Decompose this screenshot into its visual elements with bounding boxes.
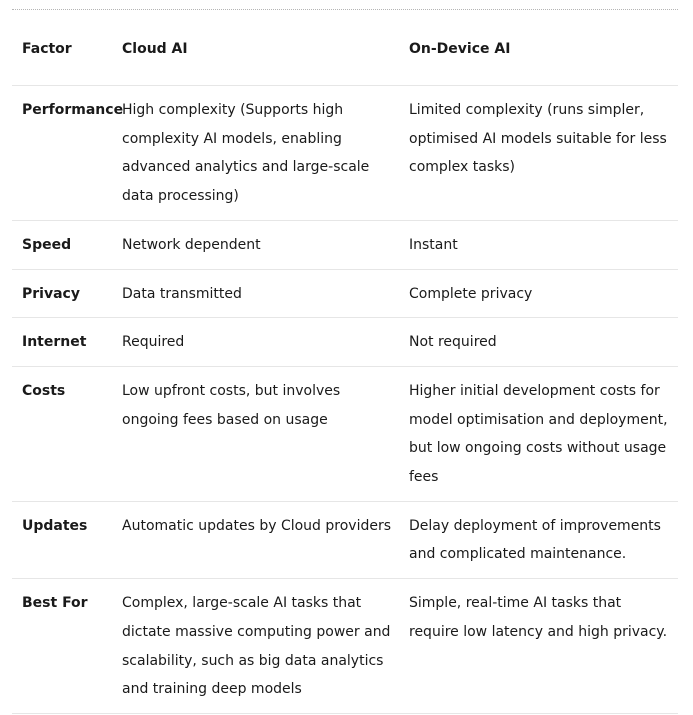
table-row [12,220,678,269]
table-header [12,25,678,86]
table-row [12,501,678,578]
factor-cell: Internet [12,318,122,367]
factor-cell: Costs [12,366,122,501]
cloud-ai-cell: Complex, large-scale AI tasks that dictate massive computing power and scalability, such as big data analytics and training deep models [122,579,409,714]
cloud-ai-cell: Required [122,318,409,367]
on-device-ai-cell: Complete privacy [409,269,678,318]
on-device-ai-cell: Limited complexity (runs simpler, optimised AI models suitable for less complex tasks) [409,86,678,221]
header-factor: Factor [12,25,122,86]
on-device-ai-cell: Instant [409,220,678,269]
cloud-ai-cell: Automatic updates by Cloud providers [122,501,409,578]
factor-cell: Updates [12,501,122,578]
table-body [12,86,678,714]
cloud-ai-cell: High complexity (Supports high complexity AI models, enabling advanced analytics and large-scale data processing) [122,86,409,221]
table-row [12,86,678,221]
header-on-device-ai: On-Device AI [409,25,678,86]
cloud-ai-cell: Network dependent [122,220,409,269]
table-row [12,269,678,318]
on-device-ai-cell: Delay deployment of improvements and complicated maintenance. [409,501,678,578]
on-device-ai-cell: Simple, real-time AI tasks that require low latency and high privacy. [409,579,678,714]
comparison-table [12,25,678,714]
factor-cell: Best For [12,579,122,714]
on-device-ai-cell: Higher initial development costs for model optimisation and deployment, but low ongoing costs without usage fees [409,366,678,501]
table-row [12,318,678,367]
table-row [12,366,678,501]
factor-cell: Privacy [12,269,122,318]
header-row [12,25,678,86]
table-row [12,579,678,714]
top-divider [12,9,678,10]
header-cloud-ai: Cloud AI [122,25,409,86]
factor-cell: Performance [12,86,122,221]
factor-cell: Speed [12,220,122,269]
cloud-ai-cell: Data transmitted [122,269,409,318]
on-device-ai-cell: Not required [409,318,678,367]
cloud-ai-cell: Low upfront costs, but involves ongoing fees based on usage [122,366,409,501]
